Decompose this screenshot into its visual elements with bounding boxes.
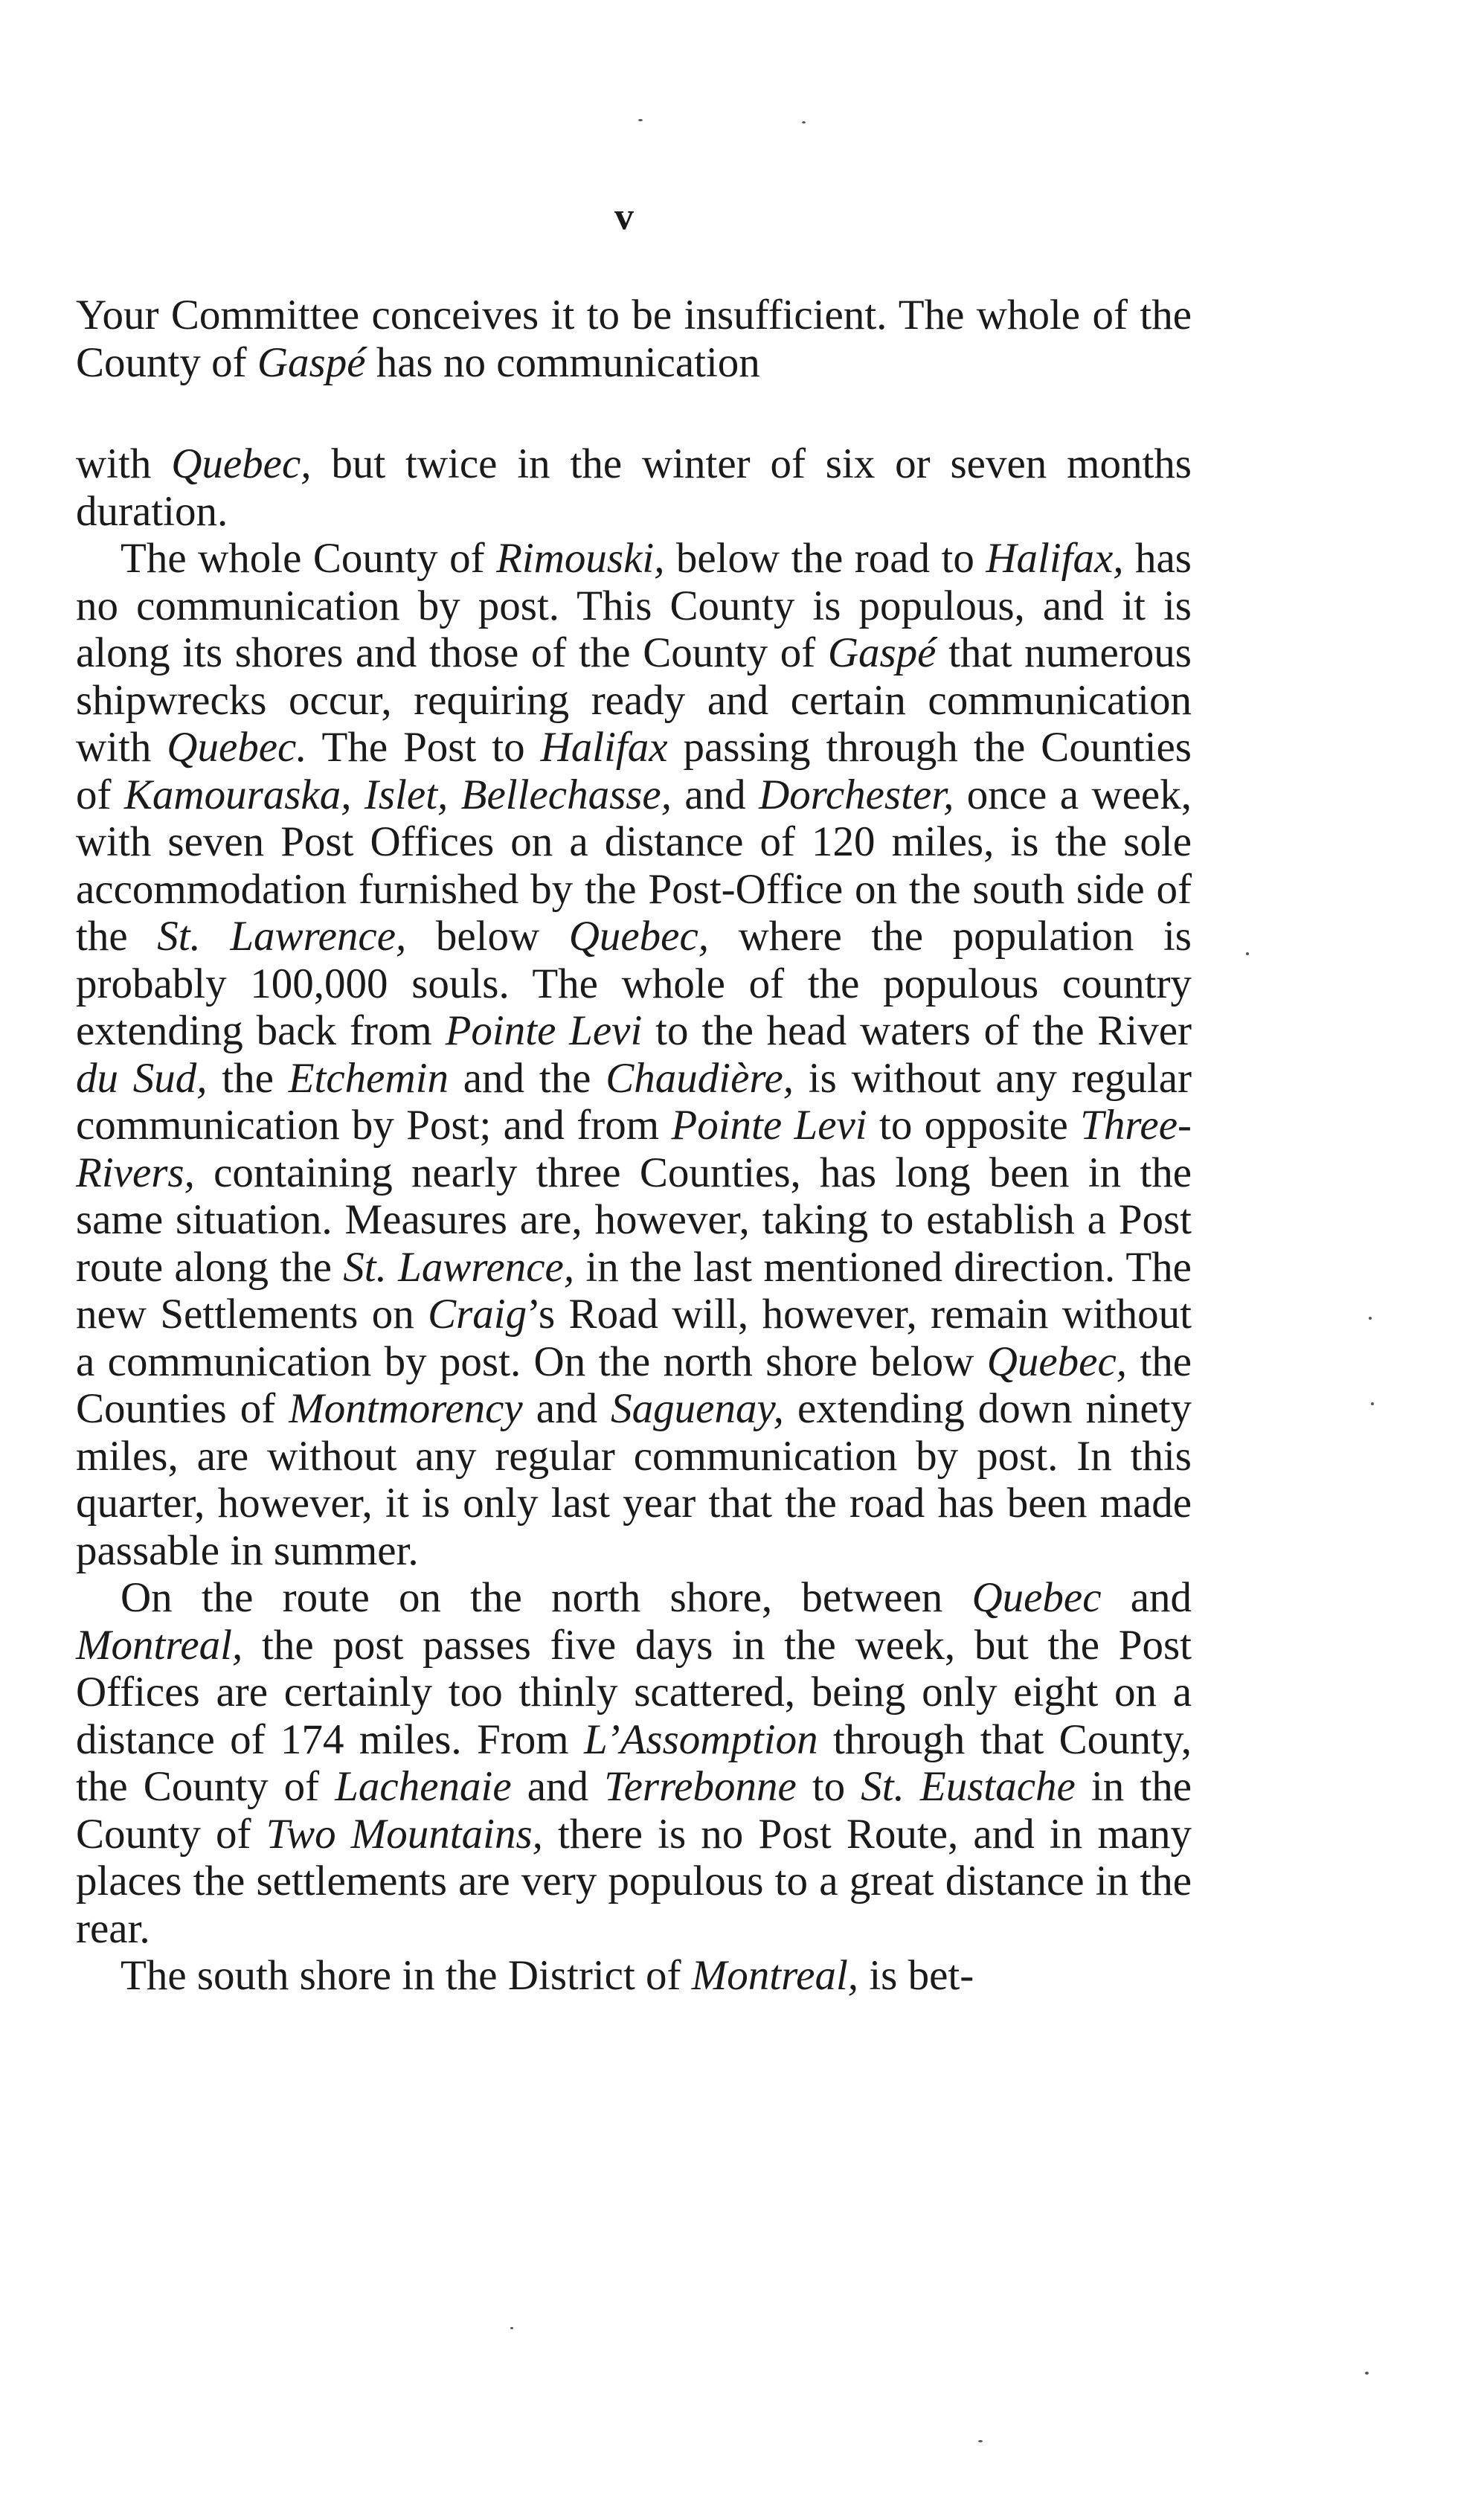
text-run: to the head waters of the River [642, 1007, 1192, 1054]
text-run: in the last mentioned direction. The new Settlements on [76, 1243, 1192, 1338]
paper-speck [510, 2327, 513, 2329]
text-run: is bet- [858, 1952, 974, 1999]
italic-text-run: Montreal, [76, 1621, 243, 1669]
page-number: v [614, 196, 635, 238]
paper-speck [1369, 1317, 1372, 1320]
italic-text-run: Dorchester, [759, 771, 954, 818]
text-run: and [1101, 1574, 1192, 1621]
paragraph-4 [76, 1574, 1192, 1952]
italic-text-run: Quebec, [568, 913, 710, 960]
text-run: extending down ninety miles, are without any regular communication by post. In this quarter, however, it is only last year that the road has been made passable in summer. [76, 1385, 1192, 1574]
text-run: once a week, with seven Post Offices on a distance of 120 miles, is the sole accommodation furnished by the Post-Office on the south side of the [76, 771, 1192, 960]
text-run: the Counties of [76, 1338, 1192, 1432]
text-run: the post passes five days in the week, but the Post Offices are certainly too thinly scattered, being only eight on a distance of 174 miles. From [76, 1621, 1192, 1763]
italic-text-run: Quebec, [171, 440, 312, 487]
italic-text-run: Chaudière, [606, 1054, 794, 1102]
italic-text-run: Halifax, [986, 535, 1124, 582]
text-run: there is no Post Route, and in many places the settlements are very populous to a great distance in the rear. [76, 1810, 1192, 1952]
italic-text-run: Etchemin [288, 1054, 449, 1102]
paper-speck [1371, 1402, 1374, 1405]
italic-text-run: L’Assomption [584, 1716, 818, 1763]
italic-text-run: St. Eustache [861, 1763, 1076, 1810]
text-run: with [76, 440, 172, 487]
italic-text-run: Quebec, [986, 1338, 1128, 1385]
italic-text-run: Gaspé [827, 629, 937, 676]
italic-text-run: Quebec [971, 1574, 1102, 1621]
text-run: to opposite [867, 1102, 1081, 1149]
paragraph-1 [76, 292, 1192, 386]
paragraph-5 [76, 1952, 1192, 2000]
text-run: On the route on the north shore, between [121, 1574, 972, 1621]
text-run: The south shore in the District of [121, 1952, 692, 1999]
italic-text-run: St. Lawrence, [157, 913, 407, 960]
italic-text-run: Montmorency [289, 1385, 523, 1432]
italic-text-run: Saguenay, [611, 1385, 784, 1432]
paragraph-2 [76, 440, 1192, 535]
text-run: and [511, 1763, 605, 1810]
text-run: through that County, the County of [76, 1716, 1192, 1810]
paragraph-3 [76, 535, 1192, 1574]
italic-text-run: Kamouraska, Islet, Bellechasse, [123, 771, 672, 818]
italic-text-run: Montreal, [691, 1952, 859, 1999]
italic-text-run: Rimouski, [496, 535, 665, 582]
italic-text-run: Two Mountains, [266, 1810, 543, 1858]
text-run: and the [448, 1054, 606, 1102]
italic-text-run: Quebec. [167, 724, 307, 771]
text-run: the [207, 1054, 289, 1102]
paper-speck [1246, 952, 1249, 955]
text-run: ’s Road will, however, remain without a communication by post. On the north shore below [76, 1291, 1192, 1385]
paper-speck [638, 119, 643, 121]
italic-text-run: Pointe Levi [671, 1102, 867, 1149]
text-run: The Post to [306, 724, 541, 771]
paper-speck [1365, 2372, 1369, 2375]
text-run: is without any regular communication by Post; and from [76, 1054, 1192, 1149]
body-text [76, 292, 1192, 2000]
italic-text-run: St. Lawrence, [343, 1243, 575, 1291]
text-run: Your Committee conceives it to be insufficient. The whole of the County of [76, 292, 1192, 386]
italic-text-run: Craig [428, 1291, 527, 1338]
text-run: The whole County of [121, 535, 497, 582]
text-run: passing through the Counties of [76, 724, 1192, 818]
text-run: and [671, 771, 759, 818]
text-run: that numerous shipwrecks occur, requiring ready and certain communication with [76, 629, 1192, 771]
italic-text-run: Halifax [540, 724, 668, 771]
italic-text-run: Lachenaie [335, 1763, 512, 1810]
text-run: below the road to [664, 535, 986, 582]
text-run: to [796, 1763, 861, 1810]
italic-text-run: Terrebonne [604, 1763, 797, 1810]
italic-text-run: Gaspé [257, 338, 366, 386]
italic-text-run: Pointe Levi [445, 1007, 643, 1054]
text-run: where the population is probably 100,000 souls. The whole of the populous country extending back from [76, 913, 1192, 1054]
italic-text-run: Three-Rivers, [76, 1102, 1192, 1196]
text-run: containing nearly three Counties, has long been in the same situation. Measures are, however, taking to establish a Post route along the [76, 1149, 1192, 1291]
text-run: has no communication by post. This County is populous, and it is along its shores and those of the County of [76, 535, 1192, 676]
text-run: in the County of [76, 1763, 1192, 1858]
italic-text-run: du Sud, [76, 1054, 208, 1102]
text-run: but twice in the winter of six or seven months duration. [76, 440, 1192, 535]
text-run: and [522, 1385, 611, 1432]
paper-speck [802, 121, 806, 123]
text-run: has no communication [365, 338, 760, 386]
text-run: below [406, 913, 569, 960]
paper-speck [978, 2440, 983, 2442]
